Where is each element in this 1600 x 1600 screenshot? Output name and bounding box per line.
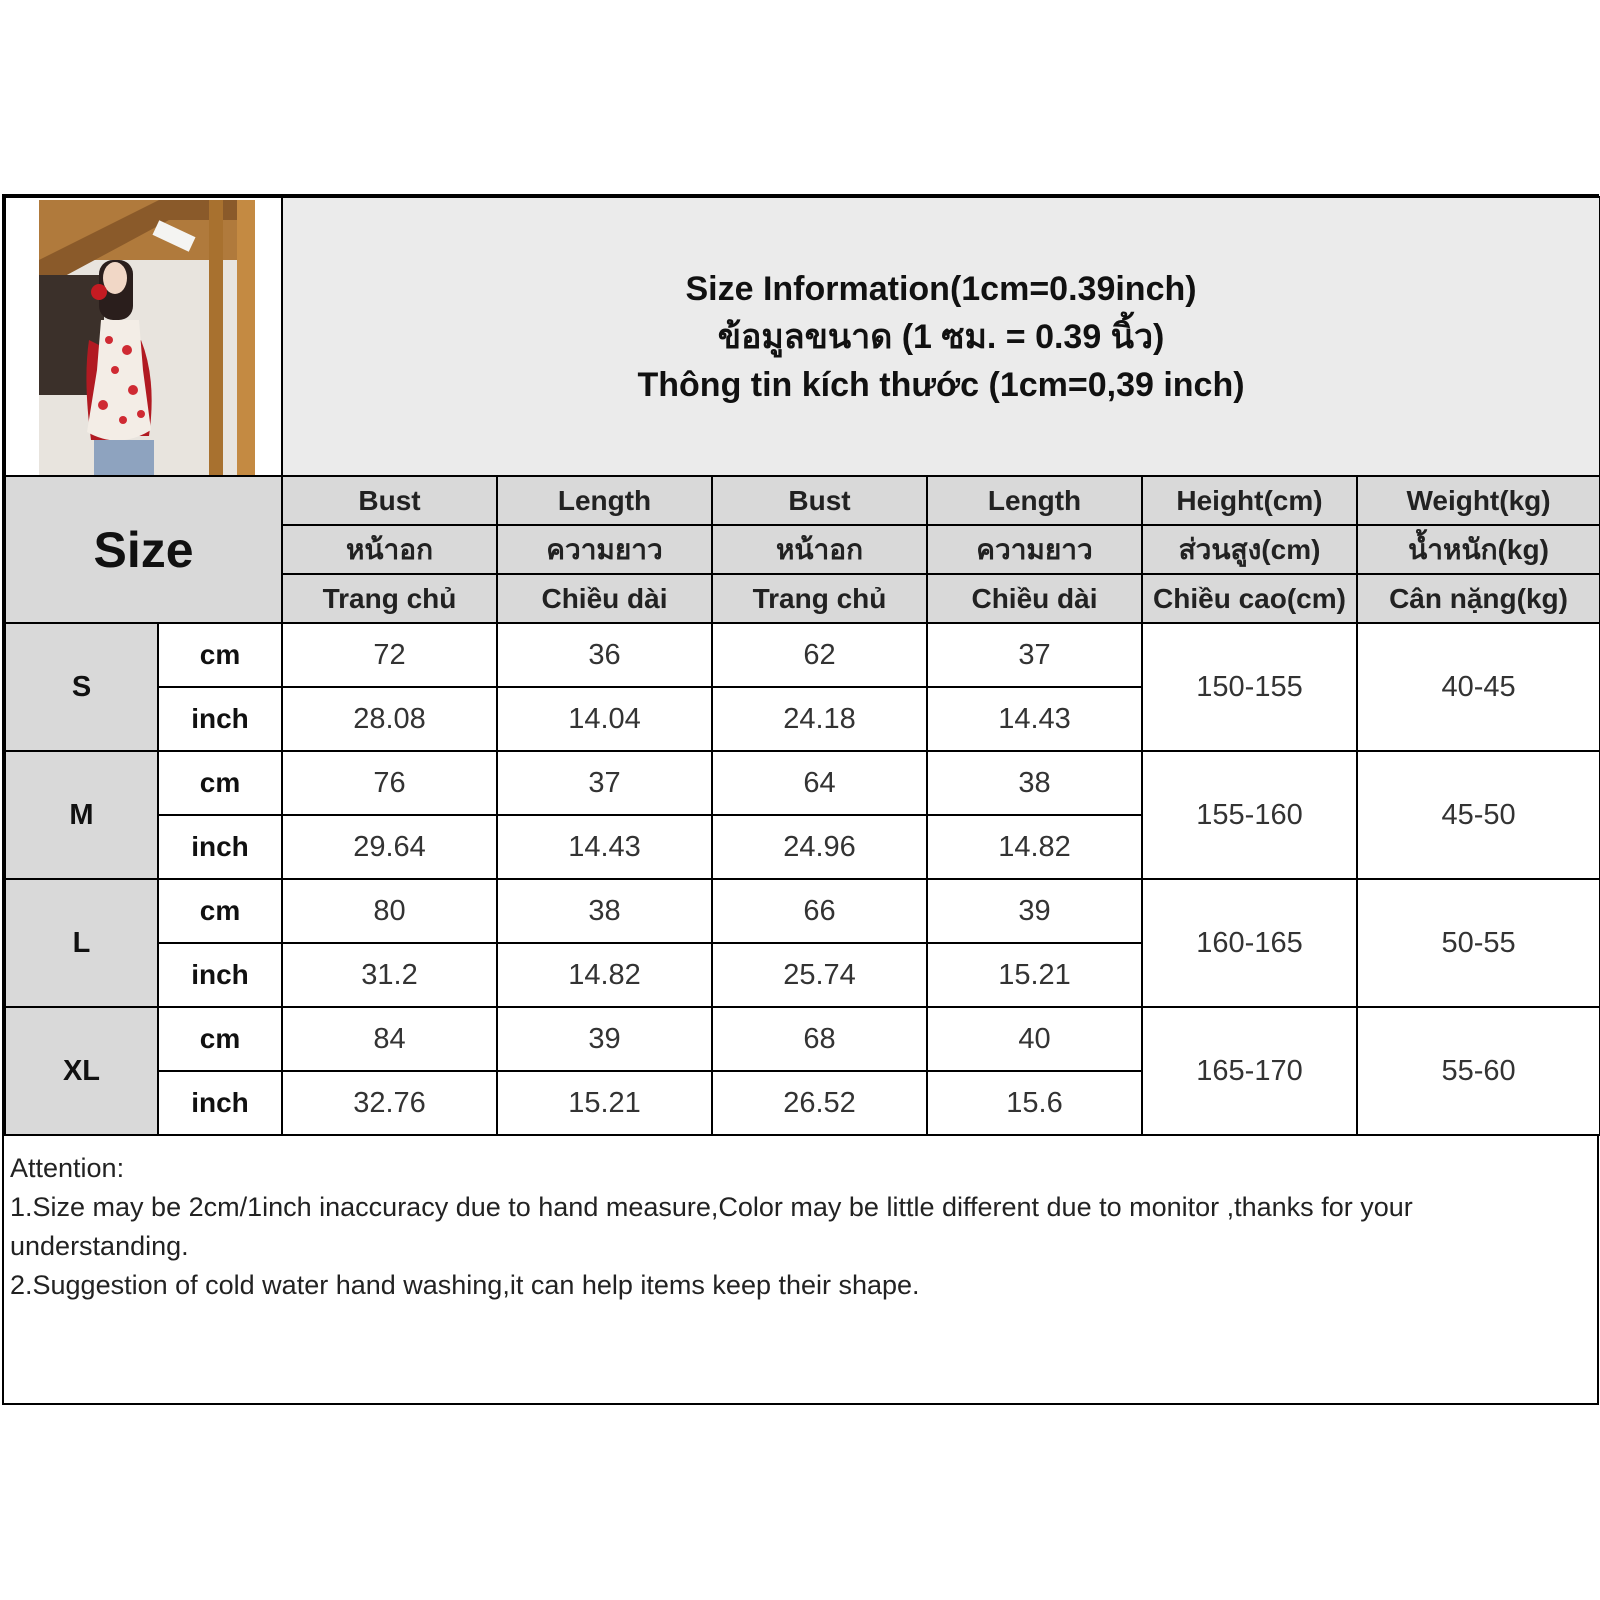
table-cell: 14.04 [497, 687, 712, 751]
table-cell: 15.21 [497, 1071, 712, 1135]
table-cell: 37 [497, 751, 712, 815]
size-chart [2, 194, 1599, 1405]
table-cell: 80 [282, 879, 497, 943]
table-cell: 26.52 [712, 1071, 927, 1135]
column-header-vi: Trang chủ [282, 574, 497, 623]
table-cell: 14.43 [927, 687, 1142, 751]
table-cell: 84 [282, 1007, 497, 1071]
table-cell: 24.96 [712, 815, 927, 879]
unit-cm: cm [158, 879, 282, 943]
table-cell: 66 [712, 879, 927, 943]
weight-range: 40-45 [1357, 623, 1600, 751]
attention-notes [4, 1147, 1597, 1403]
table-cell: 68 [712, 1007, 927, 1071]
height-range: 155-160 [1142, 751, 1357, 879]
table-cell: 39 [927, 879, 1142, 943]
unit-inch: inch [158, 943, 282, 1007]
table-cell: 39 [497, 1007, 712, 1071]
unit-cm: cm [158, 623, 282, 687]
table-cell: 14.43 [497, 815, 712, 879]
weight-range: 50-55 [1357, 879, 1600, 1007]
column-header-vi: Chiều dài [927, 574, 1142, 623]
height-range: 160-165 [1142, 879, 1357, 1007]
column-header-vi: Chiều cao(cm) [1142, 574, 1357, 623]
size-label-s: S [5, 623, 158, 751]
table-cell: 14.82 [927, 815, 1142, 879]
table-cell: 32.76 [282, 1071, 497, 1135]
height-range: 165-170 [1142, 1007, 1357, 1135]
size-header: Size [5, 476, 282, 623]
table-cell: 31.2 [282, 943, 497, 1007]
column-header-th: ความยาว [497, 525, 712, 574]
column-header-en: Weight(kg) [1357, 476, 1600, 525]
column-header-th: ส่วนสูง(cm) [1142, 525, 1357, 574]
table-cell: 29.64 [282, 815, 497, 879]
column-header-en: Length [497, 476, 712, 525]
title-vietnamese: Thông tin kích thước (1cm=0,39 inch) [637, 365, 1245, 404]
product-photo-cell [5, 197, 282, 476]
column-header-en: Bust [712, 476, 927, 525]
table-cell: 28.08 [282, 687, 497, 751]
size-label-m: M [5, 751, 158, 879]
column-header-en: Length [927, 476, 1142, 525]
table-cell: 24.18 [712, 687, 927, 751]
table-cell: 38 [497, 879, 712, 943]
column-header-th: หน้าอก [712, 525, 927, 574]
column-header-th: ความยาว [927, 525, 1142, 574]
title-english: Size Information(1cm=0.39inch) [685, 269, 1197, 308]
column-header-th: น้ำหนัก(kg) [1357, 525, 1600, 574]
weight-range: 55-60 [1357, 1007, 1600, 1135]
product-photo [39, 200, 255, 476]
table-cell: 76 [282, 751, 497, 815]
weight-range: 45-50 [1357, 751, 1600, 879]
table-cell: 14.82 [497, 943, 712, 1007]
note-line-2: 2.Suggestion of cold water hand washing,it can help items keep their shape. [10, 1270, 920, 1300]
table-cell: 15.21 [927, 943, 1142, 1007]
unit-cm: cm [158, 751, 282, 815]
title-thai: ข้อมูลขนาด (1 ซม. = 0.39 นิ้ว) [717, 317, 1165, 356]
table-cell: 72 [282, 623, 497, 687]
table-cell: 62 [712, 623, 927, 687]
table-cell: 15.6 [927, 1071, 1142, 1135]
unit-inch: inch [158, 815, 282, 879]
size-label-xl: XL [5, 1007, 158, 1135]
table-cell: 40 [927, 1007, 1142, 1071]
unit-inch: inch [158, 687, 282, 751]
size-label-l: L [5, 879, 158, 1007]
table-cell: 25.74 [712, 943, 927, 1007]
column-header-vi: Chiều dài [497, 574, 712, 623]
note-line-1: 1.Size may be 2cm/1inch inaccuracy due to hand measure,Color may be little different due to monitor ,thanks for your understanding. [10, 1192, 1413, 1261]
title-block [282, 197, 1600, 476]
table-cell: 64 [712, 751, 927, 815]
table-cell: 37 [927, 623, 1142, 687]
column-header-vi: Trang chủ [712, 574, 927, 623]
column-header-en: Bust [282, 476, 497, 525]
column-header-en: Height(cm) [1142, 476, 1357, 525]
table-cell: 38 [927, 751, 1142, 815]
table-cell: 36 [497, 623, 712, 687]
column-header-th: หน้าอก [282, 525, 497, 574]
column-header-vi: Cân nặng(kg) [1357, 574, 1600, 623]
unit-inch: inch [158, 1071, 282, 1135]
notes-heading: Attention: [10, 1153, 125, 1183]
unit-cm: cm [158, 1007, 282, 1071]
size-table [4, 196, 1600, 1136]
height-range: 150-155 [1142, 623, 1357, 751]
